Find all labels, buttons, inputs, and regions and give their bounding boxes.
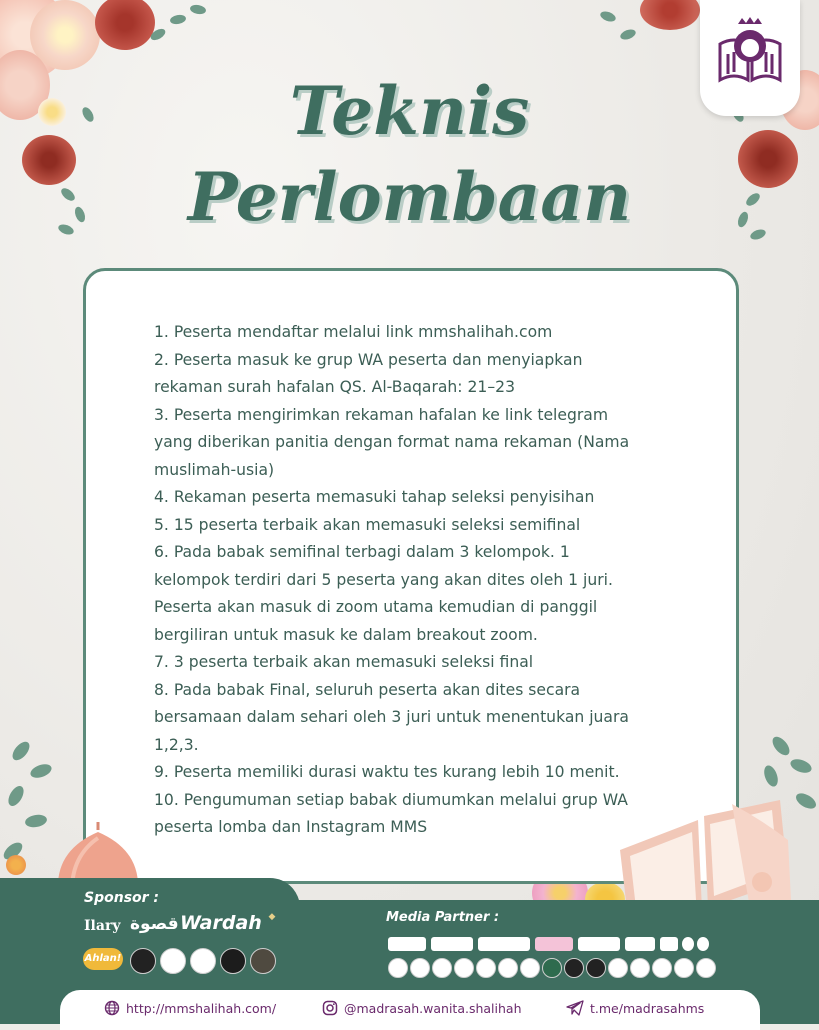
media-partner-logo <box>578 937 620 951</box>
media-partner-logo <box>660 937 678 951</box>
rule-line: bergiliran untuk masuk ke dalam breakout zoom. <box>154 625 538 644</box>
media-partner-logo <box>625 937 655 951</box>
telegram-link[interactable]: t.me/madrasahms <box>590 1000 705 1016</box>
sponsor-ahlan-logo: Ahlan! <box>83 948 123 970</box>
rule-line: 8. Pada babak Final, seluruh peserta akan dites secara <box>154 680 581 699</box>
telegram-icon <box>566 1000 584 1016</box>
instagram-icon <box>322 1000 338 1016</box>
media-partner-logo <box>682 937 694 951</box>
media-partner-logo <box>652 958 672 978</box>
page-title-line-2: Perlombaan <box>187 158 632 236</box>
sponsor-heluw-logo: ◆ <box>268 912 276 922</box>
rule-line: 3. Peserta mengirimkan rekaman hafalan ke link telegram <box>154 405 609 424</box>
rule-line: peserta lomba dan Instagram MMS <box>154 818 428 836</box>
telegram-contact[interactable] <box>566 1000 704 1016</box>
sponsor-logo <box>190 948 216 974</box>
sponsor-logo <box>220 948 246 974</box>
rules-list <box>154 319 694 842</box>
rule-line: 1,2,3. <box>154 735 199 754</box>
media-partner-logo <box>542 958 562 978</box>
sponsor-wardah-logo: Wardah <box>180 912 262 934</box>
sponsor-logo <box>250 948 276 974</box>
rule-line: 1. Peserta mendaftar melalui link mmshalihah.com <box>154 323 553 341</box>
rule-line: bersamaan dalam sehari oleh 3 juri untuk menentukan juara <box>154 708 629 726</box>
globe-icon <box>104 1000 120 1016</box>
website-link[interactable]: http://mmshalihah.com/ <box>126 1000 277 1016</box>
rule-line: kelompok terdiri dari 5 peserta yang akan dites oleh 1 juri. <box>154 570 613 589</box>
sponsor-logo <box>130 948 156 974</box>
media-partner-logo <box>535 937 573 951</box>
media-partner-logo <box>608 958 628 978</box>
media-partner-logo <box>564 958 584 978</box>
rule-line: 9. Peserta memiliki durasi waktu tes kurang lebih 10 menit. <box>154 763 620 781</box>
media-partner-logo <box>696 958 716 978</box>
rule-line: 5. 15 peserta terbaik akan memasuki seleksi semifinal <box>154 515 581 534</box>
rule-line: yang diberikan panitia dengan format nama rekaman (Nama <box>154 433 630 451</box>
media-partner-logo <box>388 937 426 951</box>
media-partner-logo <box>432 958 452 978</box>
media-partner-logo <box>674 958 694 978</box>
media-partner-logo <box>388 958 408 978</box>
rule-line: 7. 3 peserta terbaik akan memasuki seleksi final <box>154 653 534 671</box>
website-contact[interactable] <box>104 1000 276 1016</box>
sponsor-qashwah-logo: قصوة <box>130 914 179 934</box>
media-partner-logo <box>410 958 430 978</box>
media-partner-logo <box>454 958 474 978</box>
media-partner-logo <box>630 958 650 978</box>
sponsor-logo <box>160 948 186 974</box>
rule-line: Peserta akan masuk di zoom utama kemudian di panggil <box>154 598 598 616</box>
rule-line: 4. Rekaman peserta memasuki tahap seleksi penyisihan <box>154 488 595 506</box>
media-partner-logo <box>498 958 518 978</box>
media-partner-logo <box>586 958 606 978</box>
rule-line: 10. Pengumuman setiap babak diumumkan melalui grup WA <box>154 790 628 809</box>
rule-line: rekaman surah hafalan QS. Al-Baqarah: 21–23 <box>154 378 515 396</box>
rule-line: 6. Pada babak semifinal terbagi dalam 3 kelompok. 1 <box>154 543 570 561</box>
sponsor-label: Sponsor : <box>84 890 160 906</box>
instagram-contact[interactable] <box>322 1000 522 1016</box>
media-partner-logo <box>697 937 709 951</box>
page-title-line-1: Teknis <box>289 72 530 150</box>
media-partner-logo <box>478 937 530 951</box>
sponsor-ilary-logo: Ilary <box>84 918 121 934</box>
media-partner-logo <box>520 958 540 978</box>
media-partner-logo <box>476 958 496 978</box>
instagram-handle[interactable]: @madrasah.wanita.shalihah <box>344 1000 522 1016</box>
rule-line: muslimah-usia) <box>154 460 275 479</box>
rule-line: 2. Peserta masuk ke grup WA peserta dan menyiapkan <box>154 350 583 369</box>
media-partner-label: Media Partner : <box>386 910 500 925</box>
media-partner-logo <box>431 937 473 951</box>
